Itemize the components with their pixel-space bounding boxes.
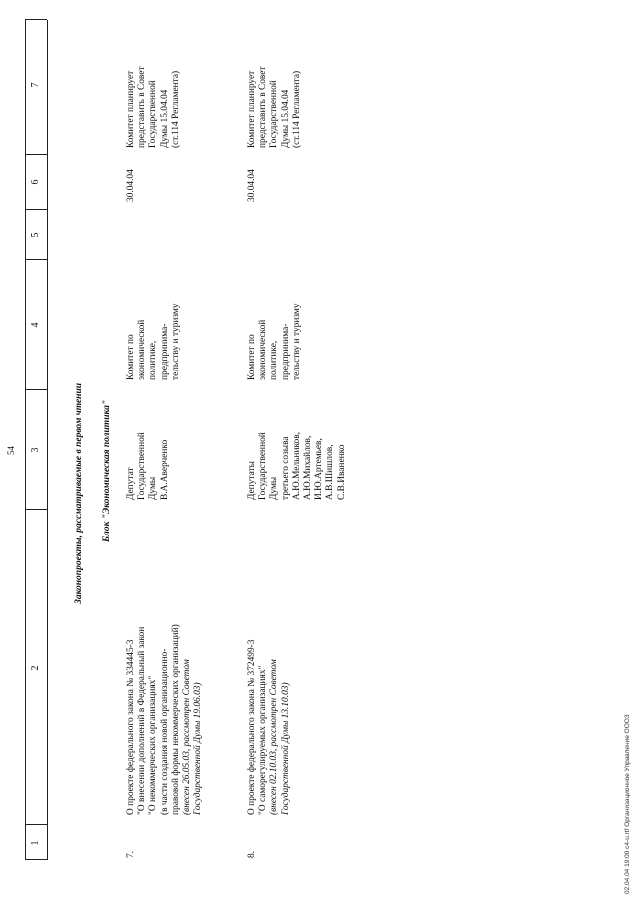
table-left-border: [25, 859, 47, 860]
column-number: 1: [30, 840, 41, 846]
author-line: Думы: [148, 476, 159, 500]
row-number: 7.: [126, 850, 136, 858]
bill-author: [247, 432, 348, 500]
column-number: 7: [30, 82, 41, 88]
action-line: Комитет планирует: [126, 70, 136, 148]
planned-action: [126, 66, 182, 148]
bill-note-line: Государственной Думы 19.06.03): [193, 682, 204, 815]
action-line: представить в Совет: [258, 66, 269, 148]
committee-line: политике,: [148, 340, 159, 380]
deadline-date: 30.04.04: [126, 169, 136, 202]
action-line: Государственной: [269, 80, 280, 148]
action-line: Думы 15.04.04: [159, 89, 170, 148]
responsible-committee: [247, 303, 303, 380]
column-number: 5: [30, 232, 41, 238]
column-divider-4: [25, 259, 47, 260]
deadline-date: 30.04.04: [247, 169, 257, 202]
column-number: 3: [30, 447, 41, 453]
author-line: В.А.Аверченко: [159, 439, 170, 500]
action-line: Думы 15.04.04: [280, 89, 291, 148]
table-top-border: [25, 20, 26, 860]
author-line: А.Ю.Мельников,: [291, 432, 302, 500]
author-line: И.Ю.Артемьев,: [314, 438, 325, 500]
column-divider-2: [25, 509, 47, 510]
page-number: 54: [6, 446, 16, 455]
action-line: (ст.114 Регламента): [291, 70, 302, 148]
planned-action: [247, 66, 303, 148]
committee-line: экономической: [258, 319, 269, 380]
section-title: Законопроекты, рассматриваемые в первом чтении: [74, 382, 84, 604]
committee-line: тельству и туризму: [291, 303, 302, 380]
bill-title-line: О проекте федерального закона № 372499-3: [247, 639, 257, 815]
author-line: Государственной: [258, 432, 269, 500]
committee-line: тельству и туризму: [170, 303, 181, 380]
author-line: Депутат: [126, 467, 136, 500]
author-line: Государственной: [137, 432, 148, 500]
author-line: Депутаты: [247, 461, 257, 500]
author-line: С.В.Иваненко: [336, 444, 347, 500]
column-number: 2: [30, 665, 41, 671]
bill-author: [126, 432, 171, 500]
committee-line: политике,: [269, 340, 280, 380]
action-line: (ст.114 Регламента): [170, 70, 181, 148]
column-divider-1: [25, 824, 47, 825]
column-divider-3: [25, 389, 47, 390]
column-divider-6: [25, 154, 47, 155]
responsible-committee: [126, 303, 182, 380]
bill-note-line: (внесен 02.10.03, рассмотрен Советом: [269, 659, 280, 815]
column-number: 4: [30, 322, 41, 328]
author-line: Думы: [269, 476, 280, 500]
bill-title-line: правовой формы некоммерческих организаций): [170, 624, 181, 815]
block-title: Блок "Экономическая политика": [102, 399, 112, 542]
committee-line: Комитет по: [247, 334, 257, 380]
column-divider-5: [25, 209, 47, 210]
table-right-border: [25, 19, 47, 20]
bill-title-line: "О саморегулируемых организациях": [258, 665, 269, 815]
author-line: третьего созыва: [280, 436, 291, 500]
author-line: А.В.Шишлов,: [325, 444, 336, 500]
action-line: Государственной: [148, 80, 159, 148]
committee-line: предпринима-: [159, 323, 170, 380]
bill-title-line: "О некоммерческих организациях": [148, 675, 159, 815]
bill-note-line: (внесен 26.05.03, рассмотрен Советом: [182, 659, 193, 815]
file-footer: 02.04.04 19:00 c4-u.rtf Организационное Управление ООО3: [624, 714, 631, 894]
row-number: 8.: [247, 850, 257, 858]
bill-title: [247, 640, 292, 815]
header-bottom-border: [47, 20, 48, 860]
bill-note-line: Государственной Думы 13.10.03): [280, 682, 291, 815]
committee-line: предпринима-: [280, 323, 291, 380]
bill-title-line: "О внесении дополнений в Федеральный закон: [137, 626, 148, 815]
bill-title: [126, 624, 204, 815]
column-number: 6: [30, 179, 41, 185]
action-line: представить в Совет: [137, 66, 148, 148]
committee-line: экономической: [137, 319, 148, 380]
author-line: А.Ю.Михайлов,: [303, 435, 314, 500]
bill-title-line: (в части создания новой организационно-: [159, 648, 170, 815]
bill-title-line: О проекте федерального закона № 334445-3: [126, 639, 136, 815]
action-line: Комитет планирует: [247, 70, 257, 148]
committee-line: Комитет по: [126, 334, 136, 380]
